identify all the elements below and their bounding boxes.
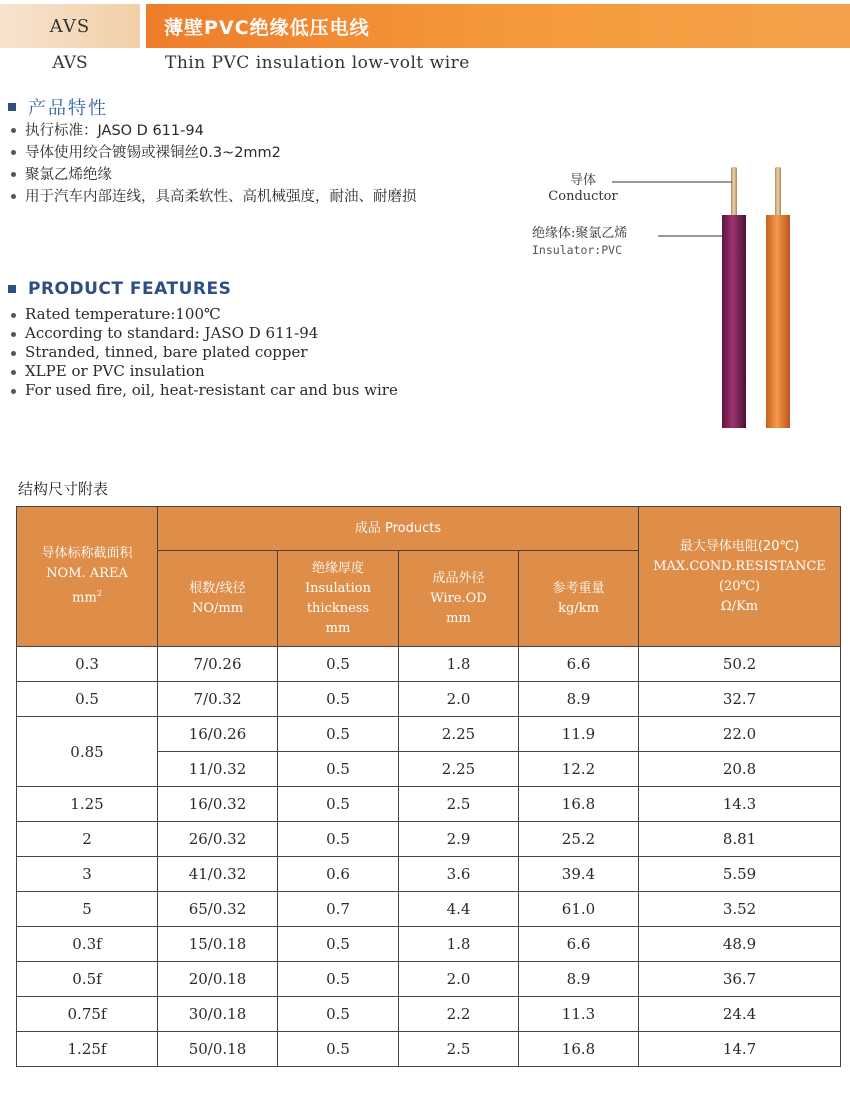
strands-cell: 16/0.26 [158, 717, 278, 752]
table-row [17, 682, 841, 717]
wire-od-cell: 2.5 [399, 1032, 519, 1067]
title-cn: 薄壁PVC绝缘低压电线 [164, 16, 370, 39]
nom-area-cell: 0.3 [17, 647, 158, 682]
header-nom-area-unit-sup: 2 [96, 589, 102, 599]
features-en-heading [8, 279, 231, 299]
table-row [17, 962, 841, 997]
list-item: 导体使用绞合镀锡或裸铜丝0.3~2mm2 [8, 142, 417, 164]
nom-area-cell: 0.75f [17, 997, 158, 1032]
list-item: XLPE or PVC insulation [8, 362, 398, 381]
resistance-cell: 14.3 [639, 787, 841, 822]
table-row [17, 822, 841, 857]
weight-cell: 25.2 [519, 822, 639, 857]
header-nom-area-unit-text: mm [72, 590, 97, 606]
strands-cell: 16/0.32 [158, 787, 278, 822]
table-row [17, 647, 841, 682]
header-wire-od-en: Wire.OD [430, 590, 487, 606]
wire-od-cell: 2.0 [399, 962, 519, 997]
resistance-cell: 36.7 [639, 962, 841, 997]
header-nom-area-en: NOM. AREA [46, 566, 128, 582]
table-row [17, 717, 841, 752]
header-resistance [639, 507, 841, 647]
header-thickness-unit: mm [325, 620, 351, 636]
table-row [17, 927, 841, 962]
nom-area-cell: 0.5 [17, 682, 158, 717]
product-code: AVS [49, 15, 91, 37]
insulator-label-en: Insulator:PVC [532, 243, 623, 257]
features-cn-heading [8, 94, 108, 120]
weight-cell: 6.6 [519, 927, 639, 962]
thickness-cell: 0.5 [278, 717, 399, 752]
weight-cell: 6.6 [519, 647, 639, 682]
list-item: 聚氯乙烯绝缘 [8, 164, 417, 186]
weight-cell: 11.3 [519, 997, 639, 1032]
wire-od-cell: 2.9 [399, 822, 519, 857]
spec-table-body [17, 647, 841, 1067]
thickness-cell: 0.7 [278, 892, 399, 927]
weight-cell: 16.8 [519, 787, 639, 822]
header-wire-od [399, 551, 519, 647]
weight-cell: 16.8 [519, 1032, 639, 1067]
list-item: For used fire, oil, heat-resistant car and bus wire [8, 381, 398, 400]
thickness-cell: 0.5 [278, 997, 399, 1032]
wire-od-cell: 2.2 [399, 997, 519, 1032]
strands-cell: 50/0.18 [158, 1032, 278, 1067]
header-strands-en: NO/mm [191, 600, 244, 616]
nom-area-cell: 2 [17, 822, 158, 857]
conductor-label-en: Conductor [548, 189, 618, 204]
strands-cell: 15/0.18 [158, 927, 278, 962]
strands-cell: 30/0.18 [158, 997, 278, 1032]
header-nom-area-cn: 导体标称截面积 [41, 546, 133, 562]
table-row [17, 1032, 841, 1067]
strands-cell: 11/0.32 [158, 752, 278, 787]
features-en-heading-text: PRODUCT FEATURES [28, 279, 232, 299]
product-code-box [0, 4, 140, 48]
square-bullet-icon [8, 103, 16, 111]
wire-orange [766, 215, 790, 428]
nom-area-cell: 0.3f [17, 927, 158, 962]
header-nom-area-unit [17, 584, 157, 608]
header-nom-area [17, 507, 158, 647]
nom-area-cell: 1.25f [17, 1032, 158, 1067]
weight-cell: 39.4 [519, 857, 639, 892]
features-cn-heading-text: 产品特性 [28, 98, 108, 119]
features-en-list [8, 305, 398, 400]
thickness-cell: 0.5 [278, 927, 399, 962]
wire-od-cell: 1.8 [399, 647, 519, 682]
nom-area-cell: 3 [17, 857, 158, 892]
list-item: According to standard: JASO D 611-94 [8, 324, 398, 343]
insulator-label-cn: 绝缘体:聚氯乙烯 [532, 226, 628, 241]
thickness-cell: 0.5 [278, 962, 399, 997]
thickness-cell: 0.5 [278, 822, 399, 857]
header-wire-od-cn: 成品外径 [432, 570, 485, 586]
header-resistance-en: MAX.COND.RESISTANCE [653, 558, 826, 574]
wire-od-cell: 2.0 [399, 682, 519, 717]
strands-cell: 26/0.32 [158, 822, 278, 857]
resistance-cell: 3.52 [639, 892, 841, 927]
header-wire-od-unit: mm [446, 610, 471, 626]
weight-cell: 61.0 [519, 892, 639, 927]
strands-cell: 20/0.18 [158, 962, 278, 997]
thickness-cell: 0.5 [278, 752, 399, 787]
wire-od-cell: 4.4 [399, 892, 519, 927]
header-resistance-temp: (20℃) [718, 578, 761, 594]
resistance-cell: 8.81 [639, 822, 841, 857]
title-en: Thin PVC insulation low-volt wire [165, 53, 470, 73]
conductor-strand-2 [775, 167, 781, 217]
wire-od-cell: 2.25 [399, 752, 519, 787]
list-item: Stranded, tinned, bare plated copper [8, 343, 398, 362]
weight-cell: 12.2 [519, 752, 639, 787]
resistance-cell: 50.2 [639, 647, 841, 682]
nom-area-cell: 5 [17, 892, 158, 927]
table-caption: 结构尺寸附表 [18, 480, 109, 498]
features-cn-list [8, 120, 417, 208]
wire-od-cell: 2.5 [399, 787, 519, 822]
header-thickness-en2: thickness [306, 600, 370, 616]
header-weight-unit: kg/km [558, 600, 599, 616]
strands-cell: 7/0.32 [158, 682, 278, 717]
thickness-cell: 0.5 [278, 1032, 399, 1067]
resistance-cell: 48.9 [639, 927, 841, 962]
nom-area-cell: 1.25 [17, 787, 158, 822]
wire-od-cell: 1.8 [399, 927, 519, 962]
square-bullet-icon [8, 285, 16, 293]
insulator-label [532, 226, 627, 258]
header-strands-cn: 根数/线径 [189, 580, 246, 596]
header-thickness-en1: Insulation [304, 580, 372, 596]
header-products: 成品 Products [158, 507, 639, 551]
table-row [17, 857, 841, 892]
table-row [17, 892, 841, 927]
spec-table [16, 506, 841, 1067]
table-row [17, 787, 841, 822]
conductor-label [548, 173, 618, 205]
list-item: 执行标准：JASO D 611-94 [8, 120, 417, 142]
conductor-strand-1 [731, 167, 737, 217]
header-thickness [278, 551, 399, 647]
wire-od-cell: 3.6 [399, 857, 519, 892]
weight-cell: 8.9 [519, 962, 639, 997]
nom-area-cell: 0.85 [17, 717, 158, 787]
resistance-cell: 5.59 [639, 857, 841, 892]
wire-purple [722, 215, 746, 428]
wire-od-cell: 2.25 [399, 717, 519, 752]
thickness-cell: 0.6 [278, 857, 399, 892]
header-strands [158, 551, 278, 647]
table-row [17, 997, 841, 1032]
title-bar [146, 4, 850, 48]
header-weight-cn: 参考重量 [552, 580, 605, 596]
header-resistance-unit: Ω/Km [720, 598, 759, 614]
product-code-en: AVS [52, 53, 88, 73]
strands-cell: 7/0.26 [158, 647, 278, 682]
header-resistance-cn: 最大导体电阻(20℃) [679, 538, 800, 554]
list-item: 用于汽车内部连线，具高柔软性、高机械强度，耐油、耐磨损 [8, 186, 417, 208]
header-thickness-cn: 绝缘厚度 [311, 560, 364, 576]
header-weight [519, 551, 639, 647]
list-item: Rated temperature:100℃ [8, 305, 398, 324]
thickness-cell: 0.5 [278, 647, 399, 682]
thickness-cell: 0.5 [278, 787, 399, 822]
weight-cell: 11.9 [519, 717, 639, 752]
conductor-label-cn: 导体 [569, 173, 596, 188]
resistance-cell: 32.7 [639, 682, 841, 717]
strands-cell: 41/0.32 [158, 857, 278, 892]
resistance-cell: 24.4 [639, 997, 841, 1032]
weight-cell: 8.9 [519, 682, 639, 717]
nom-area-cell: 0.5f [17, 962, 158, 997]
resistance-cell: 22.0 [639, 717, 841, 752]
thickness-cell: 0.5 [278, 682, 399, 717]
strands-cell: 65/0.32 [158, 892, 278, 927]
resistance-cell: 20.8 [639, 752, 841, 787]
resistance-cell: 14.7 [639, 1032, 841, 1067]
